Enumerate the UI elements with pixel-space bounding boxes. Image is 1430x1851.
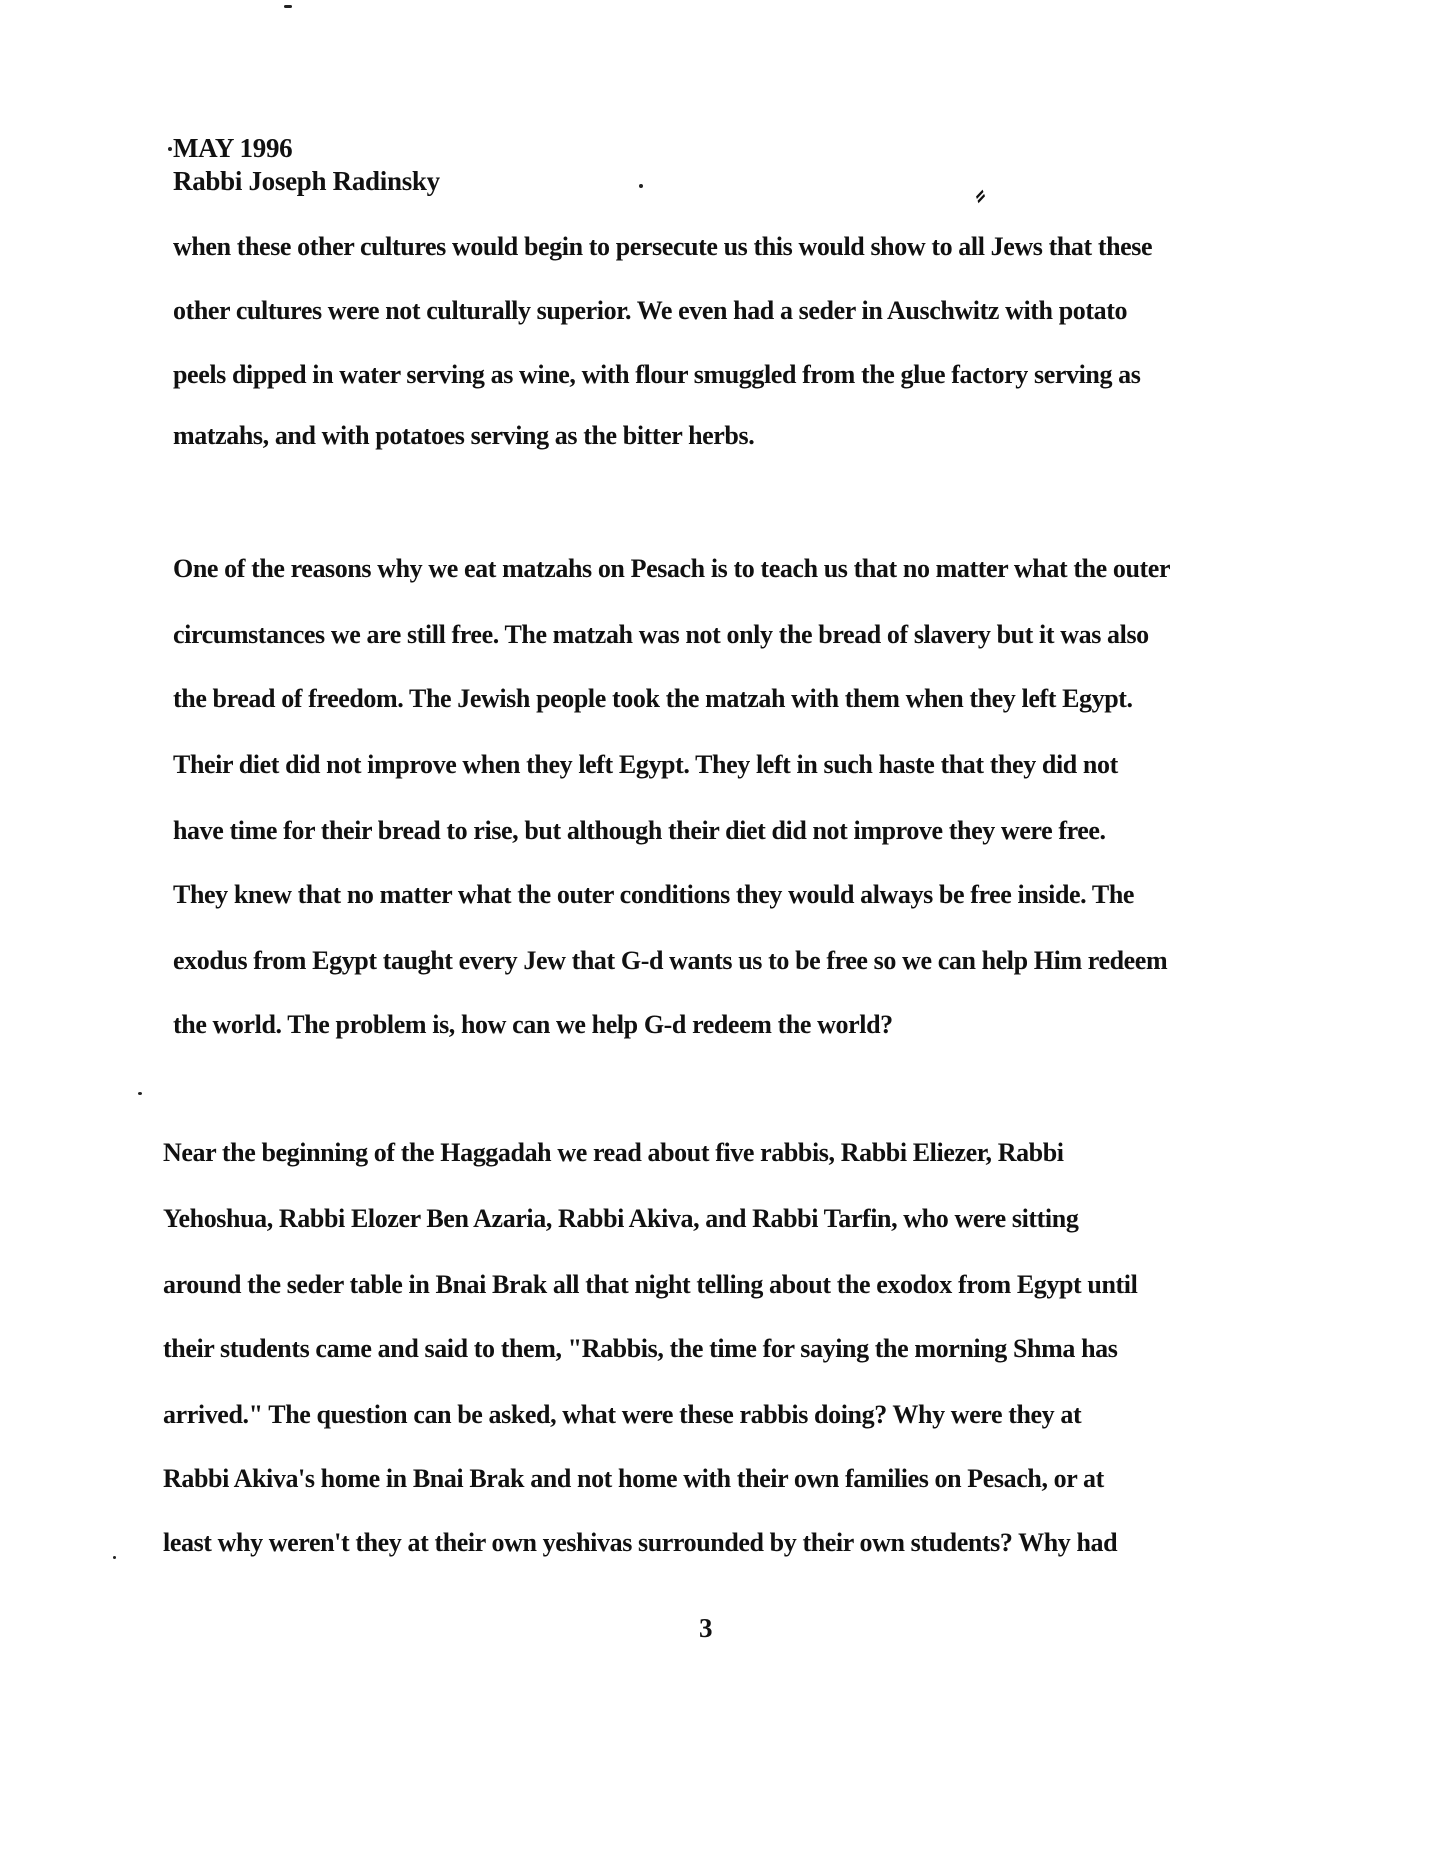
paragraph-line: Their diet did not improve when they left Egypt. They left in such haste that they did not xyxy=(173,750,1118,779)
document-header xyxy=(173,132,440,198)
paragraph-line: least why weren't they at their own yeshivas surrounded by their own students? Why had xyxy=(163,1528,1118,1557)
scan-speck xyxy=(113,1556,116,1559)
paragraph-line: their students came and said to them, "Rabbis, the time for saying the morning Shma has xyxy=(163,1334,1118,1363)
paragraph-line: matzahs, and with potatoes serving as the bitter herbs. xyxy=(173,421,755,450)
paragraph-line: exodus from Egypt taught every Jew that G-d wants us to be free so we can help Him redeem xyxy=(173,946,1168,975)
paragraph-line: Rabbi Akiva's home in Bnai Brak and not home with their own families on Pesach, or at xyxy=(163,1464,1104,1493)
paragraph-line: They knew that no matter what the outer conditions they would always be free inside. The xyxy=(173,880,1135,909)
header-date: MAY 1996 xyxy=(173,133,293,163)
paragraph-line: have time for their bread to rise, but although their diet did not improve they were free. xyxy=(173,816,1106,845)
paragraph-line: Yehoshua, Rabbi Elozer Ben Azaria, Rabbi Akiva, and Rabbi Tarfin, who were sitting xyxy=(163,1204,1079,1233)
scan-speck xyxy=(639,184,643,188)
page-number: 3 xyxy=(699,1613,713,1643)
scan-speck xyxy=(284,5,292,8)
paragraph-line: Near the beginning of the Haggadah we read about five rabbis, Rabbi Eliezer, Rabbi xyxy=(163,1138,1064,1167)
paragraph-line: the bread of freedom. The Jewish people took the matzah with them when they left Egypt. xyxy=(173,684,1133,713)
scan-artifact-mark: ⸗ xyxy=(969,177,991,212)
scan-speck xyxy=(168,147,172,151)
paragraph-line: the world. The problem is, how can we help G-d redeem the world? xyxy=(173,1010,893,1039)
paragraph-line: circumstances we are still free. The matzah was not only the bread of slavery but it was also xyxy=(173,620,1149,649)
paragraph-line: around the seder table in Bnai Brak all that night telling about the exodox from Egypt until xyxy=(163,1270,1138,1299)
paragraph-line: peels dipped in water serving as wine, with flour smuggled from the glue factory serving as xyxy=(173,360,1141,389)
header-author: Rabbi Joseph Radinsky xyxy=(173,166,440,196)
scan-speck xyxy=(138,1092,142,1095)
paragraph-line: One of the reasons why we eat matzahs on Pesach is to teach us that no matter what the outer xyxy=(173,554,1171,583)
paragraph-line: when these other cultures would begin to persecute us this would show to all Jews that these xyxy=(173,232,1153,261)
paragraph-line: other cultures were not culturally superior. We even had a seder in Auschwitz with potato xyxy=(173,296,1128,325)
paragraph-line: arrived." The question can be asked, what were these rabbis doing? Why were they at xyxy=(163,1400,1082,1429)
